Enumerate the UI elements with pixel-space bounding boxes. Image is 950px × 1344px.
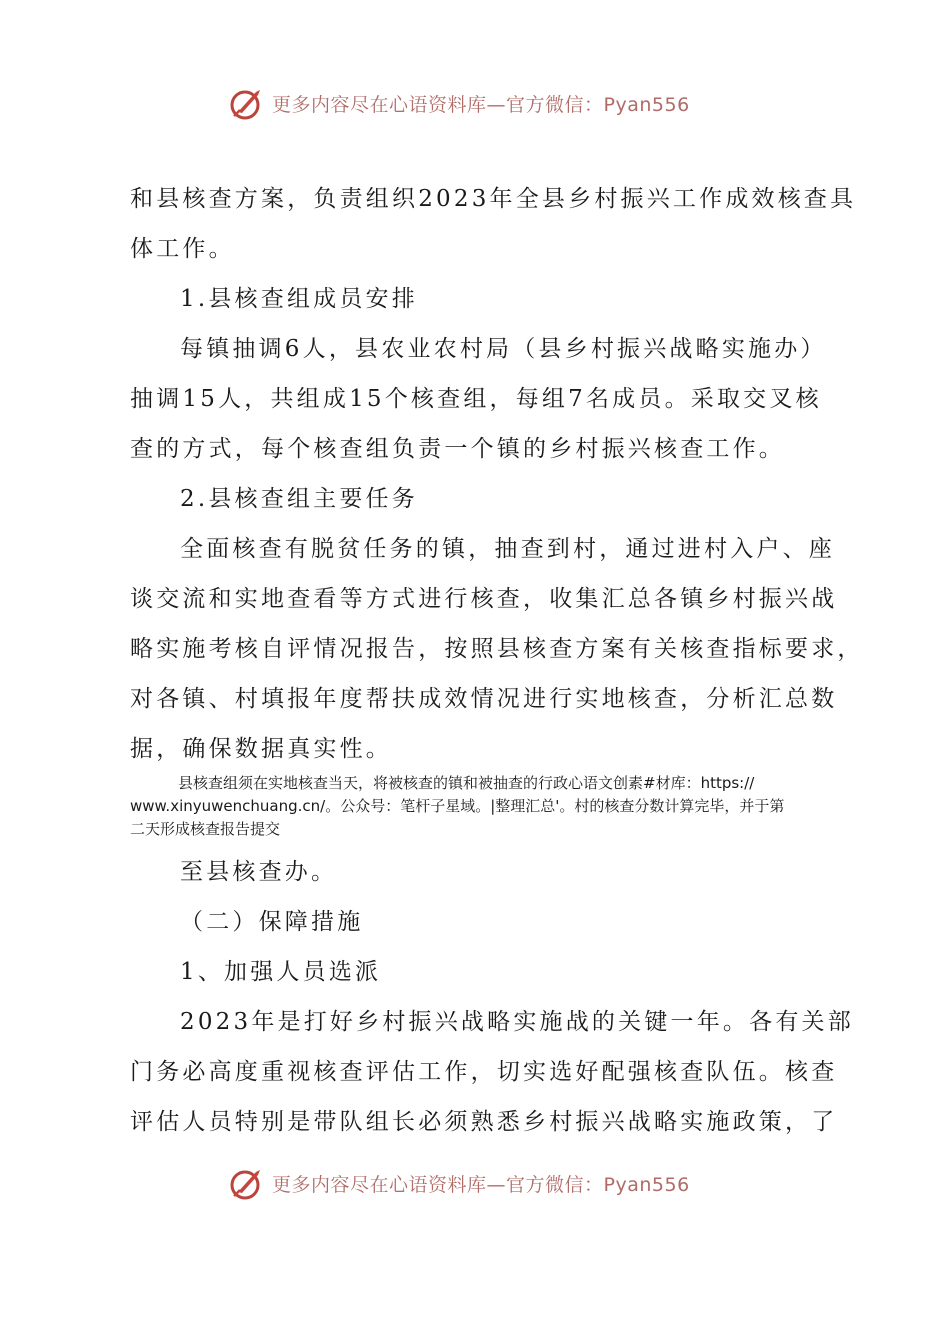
watermark-paragraph: [130, 772, 835, 841]
body-line: 谈交流和实地查看等方式进行核查，收集汇总各镇乡村振兴战: [130, 586, 838, 612]
body-line: 对各镇、村填报年度帮扶成效情况进行实地核查，分析汇总数: [130, 686, 838, 712]
body-line: 2023年是打好乡村振兴战略实施战的关键一年。各有关部: [180, 1009, 854, 1035]
banner-text: 更多内容尽在心语资料库—官方微信：Pyan556: [272, 94, 690, 116]
section-heading: （二）保障措施: [180, 909, 364, 935]
body-line: 全面核查有脱贫任务的镇，抽查到村，通过进村入户、座: [180, 536, 835, 562]
body-line: 抽调15人，共组成15个核查组，每组7名成员。采取交叉核: [130, 386, 822, 412]
body-line: 门务必高度重视核查评估工作，切实选好配强核查队伍。核查: [130, 1059, 838, 1085]
section-heading: 1、加强人员选派: [180, 959, 382, 985]
watermark-line: www.xinyuwenchuang.cn/。公众号：笔杆子星域。|整理汇总'。村的核查分数计算完毕，并于第: [130, 797, 785, 815]
banner-text: 更多内容尽在心语资料库—官方微信：Pyan556: [272, 1174, 690, 1196]
body-line: 至县核查办。: [180, 859, 338, 885]
body-line: 每镇抽调6人，县农业农村局（县乡村振兴战略实施办）: [180, 336, 827, 362]
section-heading: 1.县核查组成员安排: [180, 286, 418, 312]
body-line: 略实施考核自评情况报告，按照县核查方案有关核查指标要求，: [130, 636, 864, 662]
footer-banner: [0, 1164, 950, 1204]
quill-logo-icon: [228, 86, 266, 122]
body-line: 据，确保数据真实性。: [130, 736, 392, 762]
body-line: 评估人员特别是带队组长必须熟悉乡村振兴战略实施政策，了: [130, 1109, 838, 1135]
watermark-line: 二天形成核查报告提交: [130, 820, 281, 838]
body-line: 查的方式，每个核查组负责一个镇的乡村振兴核查工作。: [130, 436, 785, 462]
section-heading: 2.县核查组主要任务: [180, 486, 418, 512]
quill-logo-icon: [228, 1166, 266, 1202]
header-banner: [0, 84, 950, 124]
body-line: 体工作。: [130, 236, 235, 262]
body-line: 和县核查方案，负责组织2023年全县乡村振兴工作成效核查具: [130, 186, 857, 212]
watermark-line: 县核查组须在实地核查当天，将被核查的镇和被抽查的行政心语文创素#材库：https://: [178, 774, 755, 792]
